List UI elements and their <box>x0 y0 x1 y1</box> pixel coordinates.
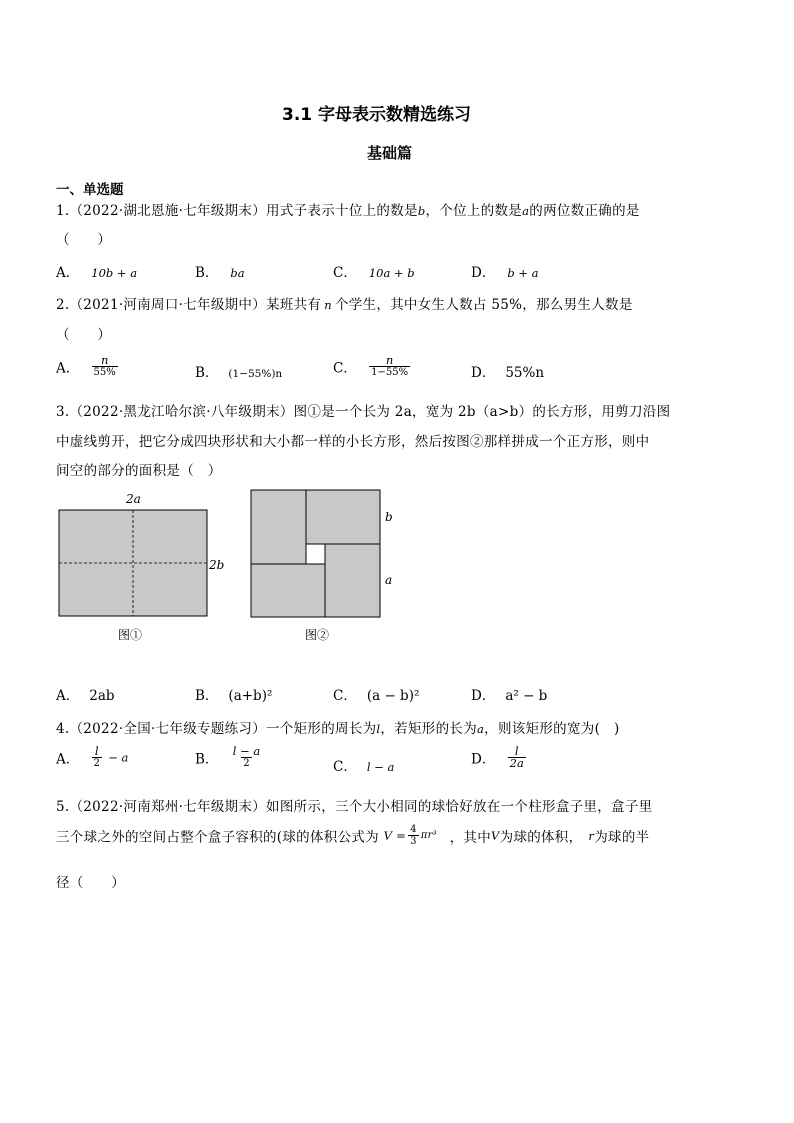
option-expr: l − a <box>366 760 395 774</box>
section-heading: 一、单选题 <box>56 182 124 198</box>
var-l: l <box>376 722 381 736</box>
option-expr: (a − b)² <box>366 688 420 704</box>
option-letter: D． <box>471 265 496 281</box>
option-expr: a² − b <box>505 688 548 704</box>
option-expr: (a+b)² <box>228 688 273 704</box>
fraction-numerator: l <box>94 744 99 758</box>
question-5-text-d: 为球的半 <box>594 829 650 846</box>
question-4-stem <box>56 717 620 737</box>
question-5-line-1: 5.（2022·河南郑州·七年级期末）如图所示，三个大小相同的球恰好放在一个柱形盒子里，盒子里 <box>56 799 653 815</box>
question-5-text-c: 为球的体积， <box>499 829 583 846</box>
option-expr: (1−55%)n <box>228 368 283 380</box>
q3-option-c[interactable] <box>333 684 419 704</box>
option-letter: D． <box>471 365 496 381</box>
fraction-numerator: l <box>514 744 519 758</box>
figure-2-label-b: b <box>385 510 393 524</box>
var-b: b <box>417 204 426 218</box>
formula-fraction <box>408 824 419 847</box>
option-letter: C． <box>333 688 357 704</box>
fraction-numerator: n <box>100 353 109 367</box>
figure-2-center-hole <box>306 544 325 564</box>
question-1-text-b: ，个位上的数是 <box>425 203 523 219</box>
q4-option-a[interactable] <box>56 746 128 769</box>
fraction-numerator: l − a <box>232 744 261 758</box>
fraction-numerator: 4 <box>410 824 417 835</box>
figure-1-top-label: 2a <box>126 492 141 506</box>
fraction <box>508 746 526 769</box>
figure-2-piece-top-right <box>306 490 380 544</box>
q1-option-a[interactable] <box>56 261 137 281</box>
option-expr: ba <box>230 266 245 280</box>
page-title: 3.1 字母表示数精选练习 <box>282 105 472 125</box>
fraction-denominator: 1−55% <box>371 367 409 378</box>
question-2-stem <box>56 293 633 313</box>
q4-option-c[interactable] <box>333 755 394 775</box>
option-letter: B． <box>195 265 219 281</box>
var-a: a <box>477 722 485 736</box>
fraction-numerator: n <box>385 353 394 367</box>
figure-1-side-label: 2b <box>209 558 225 572</box>
q2-option-a[interactable] <box>56 355 120 378</box>
question-5-text-b: ，其中 <box>449 829 491 846</box>
fraction-denominator: 2 <box>243 758 250 769</box>
fraction-denominator: 2 <box>93 758 100 769</box>
question-1-text-c: 的两位数正确的是 <box>529 203 640 219</box>
q3-option-d[interactable] <box>471 684 547 704</box>
fraction <box>92 746 102 769</box>
option-expr: b + a <box>507 266 539 280</box>
figure-2-piece-top-left <box>251 490 306 564</box>
option-letter: C． <box>333 759 357 775</box>
option-letter: C． <box>333 360 357 377</box>
formula-tail: πr³ <box>420 830 437 841</box>
figure-2-caption: 图② <box>305 628 330 642</box>
question-3-line-2: 中虚线剪开，把它分成四块形状和大小都一样的小长方形，然后按图②那样拼成一个正方形，则中 <box>56 434 650 450</box>
option-tail: − a <box>108 750 129 765</box>
question-2-text-b: 个学生，其中女生人数占 55%，那么男生人数是 <box>334 297 633 313</box>
fraction-denominator: 2a <box>509 756 524 770</box>
question-5-line-3: 径（ ） <box>56 875 125 891</box>
q1-option-c[interactable] <box>333 261 415 281</box>
option-letter: C． <box>333 265 357 281</box>
option-letter: D． <box>471 688 496 704</box>
q4-option-d[interactable] <box>471 746 528 769</box>
question-3-line-3: 间空的部分的面积是（ ） <box>56 463 222 479</box>
page-subtitle: 基础篇 <box>367 144 413 162</box>
option-letter: D． <box>471 751 496 768</box>
q3-option-a[interactable] <box>56 684 115 704</box>
question-5-line-2 <box>56 824 649 847</box>
figure-2 <box>245 486 405 646</box>
q2-option-b[interactable] <box>195 361 282 381</box>
question-3-line-1: 3.（2022·黑龙江哈尔滨·八年级期末）图①是一个长为 2a，宽为 2b（a>b）的长方形，用剪刀沿图 <box>56 404 671 420</box>
formula-v: V = <box>383 828 407 843</box>
figure-2-label-a: a <box>385 573 393 587</box>
option-letter: B． <box>195 751 219 768</box>
figure-2-piece-bottom-left <box>251 564 325 617</box>
question-1-paren: （ ） <box>56 232 112 248</box>
var-v: V <box>491 828 500 843</box>
option-expr: 2ab <box>89 688 115 704</box>
option-expr: 10b + a <box>91 266 138 280</box>
figure-1-caption: 图① <box>118 628 143 642</box>
option-expr: 10a + b <box>368 266 415 280</box>
figure-1 <box>50 486 240 646</box>
option-letter: A． <box>56 688 80 704</box>
option-letter: B． <box>195 688 219 704</box>
q2-option-c[interactable] <box>333 355 412 378</box>
option-expr: 55%n <box>505 365 545 381</box>
question-4-text-c: ，则该矩形的宽为( ) <box>484 721 620 737</box>
question-1-text-a: 1.（2022·湖北恩施·七年级期末）用式子表示十位上的数是 <box>56 203 418 219</box>
var-r: r <box>588 828 595 843</box>
q1-option-b[interactable] <box>195 261 245 281</box>
option-letter: A． <box>56 360 80 377</box>
option-letter: A． <box>56 751 80 768</box>
question-5-text-a: 三个球之外的空间占整个盒子容积的(球的体积公式为 <box>56 829 379 846</box>
question-2-paren: （ ） <box>56 327 112 343</box>
fraction <box>231 746 262 769</box>
figure-2-piece-bottom-right <box>325 544 380 617</box>
fraction-denominator: 55% <box>93 367 116 378</box>
question-4-text-a: 4.（2022·全国·七年级专题练习）一个矩形的周长为 <box>56 721 377 737</box>
question-1-stem <box>56 199 640 219</box>
fraction-denominator: 3 <box>410 836 417 847</box>
q4-option-b[interactable] <box>195 746 264 769</box>
q1-option-d[interactable] <box>471 261 539 281</box>
q3-option-b[interactable] <box>195 684 272 704</box>
fraction <box>369 355 410 378</box>
var-n: n <box>324 298 332 312</box>
fraction <box>92 355 118 378</box>
question-2-text-a: 2.（2021·河南周口·七年级期中）某班共有 <box>56 297 322 313</box>
var-a: a <box>522 204 530 218</box>
q2-option-d[interactable] <box>471 361 544 381</box>
option-letter: A． <box>56 265 80 281</box>
option-letter: B． <box>195 365 219 381</box>
question-4-text-b: ，若矩形的长为 <box>380 721 478 737</box>
